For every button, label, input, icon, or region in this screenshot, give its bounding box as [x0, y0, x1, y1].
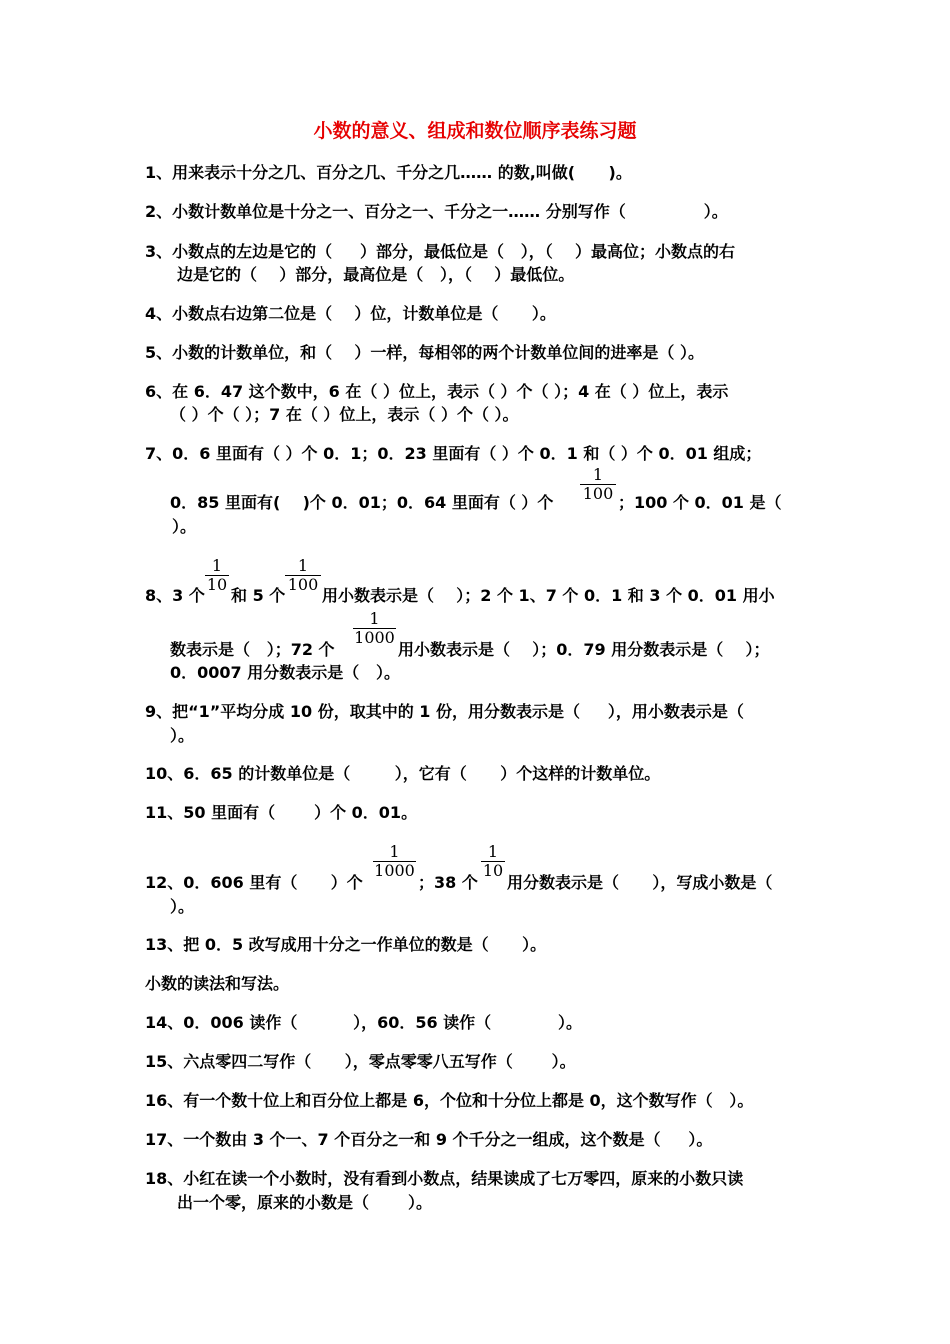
question-9: 9、把“1”平均分成 10 份，取其中的 1 份，用分数表示是（ ），用小数表示是（	[145, 702, 744, 721]
question-18: 18、小红在读一个小数时，没有看到小数点，结果读成了七万零四，原来的小数只读	[145, 1169, 744, 1188]
question-10: 10、6．65 的计数单位是（ ），它有（ ）个这样的计数单位。	[145, 764, 661, 783]
question-8: 8、3 个	[145, 586, 205, 605]
question-1: 1、用来表示十分之几、百分之几、千分之几…… 的数,叫做( )。	[145, 163, 632, 182]
question-6: 6、在 6．47 这个数中，6 在（ ）位上，表示（ ）个（ ）；4 在（ ）位上，表示	[145, 382, 729, 401]
question-12: 12、0．606 里有（ ）个	[145, 873, 363, 892]
question-5: 5、小数的计数单位，和（ ）一样，每相邻的两个计数单位间的进率是（ ）。	[145, 343, 704, 362]
page-title: 小数的意义、组成和数位顺序表练习题	[313, 120, 637, 142]
question-8-cont-4: 0．0007 用分数表示是（ ）。	[170, 663, 400, 682]
question-4: 4、小数点右边第二位是（ ）位，计数单位是（ ）。	[145, 304, 556, 323]
question-3-cont: 边是它的（ ）部分，最高位是（ ），（ ）最低位。	[177, 265, 575, 284]
question-6-cont: （ ）个（ ）；7 在（ ）位上，表示（ ）个（ ）。	[170, 405, 519, 424]
question-12-cont-3: ）。	[170, 897, 195, 916]
question-2: 2、小数计数单位是十分之一、百分之一、千分之一…… 分别写作（ ）。	[145, 202, 728, 221]
question-16: 16、有一个数十位上和百分位上都是 6，个位和十分位上都是 0，这个数写作（ ）。	[145, 1091, 754, 1110]
question-14: 14、0．006 读作（ ），60．56 读作（ ）。	[145, 1013, 583, 1032]
question-3: 3、小数点的左边是它的（ ）部分，最低位是（ ），（ ）最高位；小数点的右	[145, 242, 735, 261]
question-12-cont: ；38 个	[418, 873, 478, 892]
question-7-cont: 0．85 里面有( )个 0．01；0．64 里面有（ ）个	[170, 493, 554, 512]
section-heading: 小数的读法和写法。	[145, 974, 290, 993]
question-15: 15、六点零四二写作（ ），零点零零八五写作（ ）。	[145, 1052, 576, 1071]
question-13: 13、把 0．5 改写成用十分之一作单位的数是（ ）。	[145, 935, 547, 954]
question-8-and: 和 5 个	[231, 586, 286, 605]
question-17: 17、一个数由 3 个一、7 个百分之一和 9 个千分之一组成，这个数是（ ）。	[145, 1130, 713, 1149]
question-8-cont-2: 数表示是（ ）；72 个	[170, 640, 335, 659]
question-7-cont-2: ；100 个 0．01 是（	[618, 493, 782, 512]
question-12-cont-2: 用分数表示是（ ），写成小数是（	[507, 873, 773, 892]
question-7: 7、0．6 里面有（ ）个 0．1；0．23 里面有（ ）个 0．1 和（ ）个 0．01 组成；	[145, 444, 762, 463]
fraction-1-over-1000: 1 1000	[354, 609, 395, 647]
fraction-1-over-10: 1 10	[482, 842, 504, 880]
fraction-1-over-10: 1 10	[206, 556, 228, 594]
question-11: 11、50 里面有（ ）个 0．01。	[145, 803, 418, 822]
question-18-cont: 出一个零，原来的小数是（ ）。	[177, 1193, 432, 1212]
question-8-cont: 用小数表示是（ ）；2 个 1、7 个 0．1 和 3 个 0．01 用小	[322, 586, 775, 605]
fraction-1-over-100: 1 100	[285, 557, 321, 594]
question-9-cont: ）。	[170, 726, 195, 745]
fraction-1-over-100: 1 100	[580, 466, 616, 503]
question-8-cont-3: 用小数表示是（ ）；0．79 用分数表示是（ ）；	[398, 640, 770, 659]
fraction-1-over-1000: 1 1000	[374, 842, 415, 880]
question-7-cont-3: ）。	[172, 517, 197, 536]
